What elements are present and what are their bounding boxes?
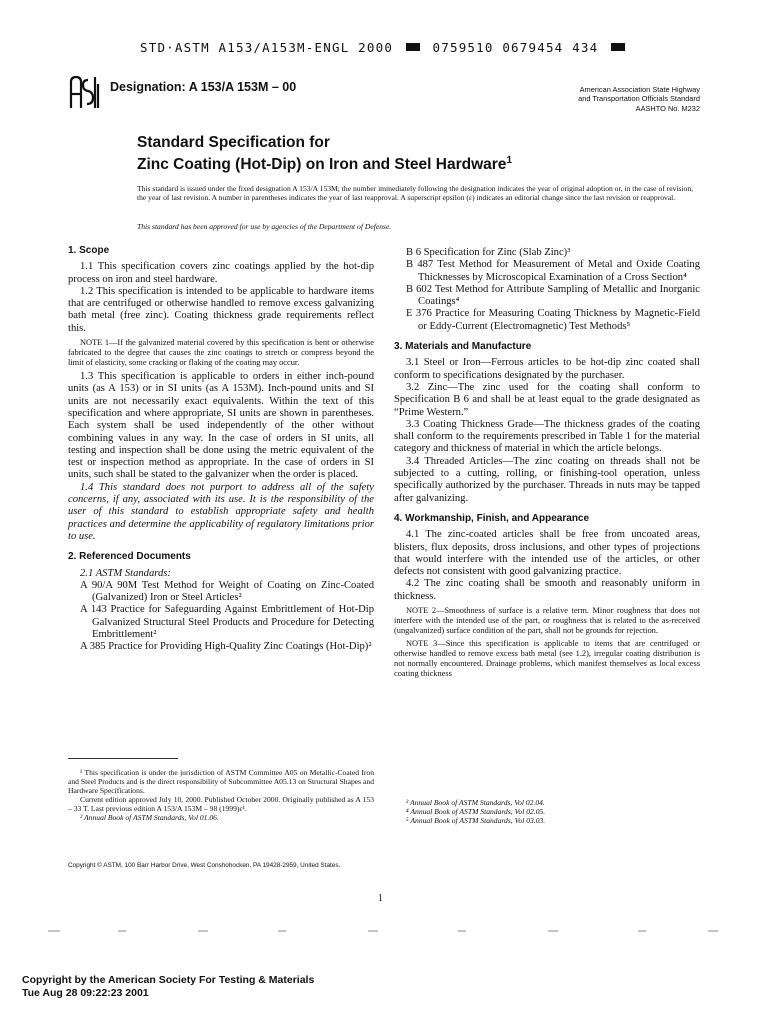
footnote: ¹ This specification is under the jurisdiction of ASTM Committee A05 on Metallic-Coated Iron and Steel Products and is the direct responsibility of Subcommittee A05.13 on Structural Shapes and Hardware Specifications. [68, 768, 374, 795]
paragraph: 2.1 ASTM Standards: [80, 567, 171, 579]
section-heading: 1. Scope [68, 245, 110, 256]
note: NOTE 2—Smoothness of surface is a relative term. Minor roughness that does not interfere with the intended use of the part, or roughness that is related to the as-received (ungalvanized) surface condition of the part, shall not be grounds for rejection. [394, 606, 700, 636]
reference-item: B 487 Test Method for Measurement of Metal and Oxide Coating Thicknesses by Microscopical Examination of a Cross Section⁴ [406, 259, 700, 283]
title-main: Zinc Coating (Hot-Dip) on Iron and Steel Hardware [137, 156, 507, 174]
footnote: ⁴ Annual Book of ASTM Standards, Vol 02.05. [406, 807, 546, 816]
footnote: Current edition approved July 10, 2000. Published October 2000. Originally published as A 153 – 33 T. Last previous edition A 153/A 153M – 98 (1999)ε¹. [68, 795, 374, 813]
stamp-line: Tue Aug 28 09:22:23 2001 [22, 986, 149, 999]
paragraph: 4.1 The zinc-coated articles shall be free from uncoated areas, blisters, flux deposits, dross inclusions, and other types of projections that would interfere with the intended use of the articles, or other defects not consistent with good galvanizing practice. [394, 529, 700, 578]
note: NOTE 1—If the galvanized material covered by this specification is bent or otherwise fabricated to the degree that causes the zinc coatings to stretch or compress beyond the limit of elasticity, some cracking or flaking of the coating may occur. [68, 338, 374, 368]
left-column [68, 245, 374, 654]
reference-item: A 90/A 90M Test Method for Weight of Coating on Zinc-Coated (Galvanized) Iron or Steel Articles² [80, 579, 374, 604]
paragraph: 1.4 This standard does not purport to address all of the safety concerns, if any, associated with its use. It is the responsibility of the user of this standard to establish appropriate safety and health practices and determine the applicability of regulatory limitations prior to use. [68, 481, 374, 542]
redaction-block [611, 43, 625, 51]
astm-logo-icon [68, 74, 102, 110]
doc-number: 0759510 0679454 434 [432, 40, 599, 55]
scan-artifact-dashes [48, 930, 728, 932]
paragraph: 1.3 This specification is applicable to orders in either inch-pound units (as A 153) or in SI units (as A 153M). Inch-pound units and SI units are not necessarily exact equivalents. Within the text of this specification and where appropriate, SI units are shown in parentheses. Each system shall be used independently of the other without combining values in any way. In the case of orders in SI units, all testing and inspection shall be done using the metric equivalent of the test or inspection method as appropriate. In the case of orders in SI units, such shall be stated to the galvanizer when the order is placed. [68, 371, 374, 481]
title-footnote-mark: 1 [506, 155, 512, 166]
section-heading: 4. Workmanship, Finish, and Appearance [394, 512, 590, 524]
download-stamp [22, 974, 314, 999]
right-column [394, 247, 700, 682]
aashto-note [500, 85, 700, 113]
paragraph: 3.1 Steel or Iron—Ferrous articles to be hot-dip zinc coated shall conform to specifications designated by the purchaser. [394, 357, 700, 381]
aashto-line: American Association State Highway [579, 85, 700, 94]
reference-item: A 143 Practice for Safeguarding Against Embrittlement of Hot-Dip Galvanized Structural Steel Products and Procedure for Detecting Embrittlement² [80, 604, 374, 641]
paragraph: 1.2 This specification is intended to be applicable to hardware items that are centrifuged or otherwise handled to remove excess galvanizing bath metal (free zinc). Coating thickness grade requirements reflect this. [68, 285, 374, 334]
copyright-line: Copyright © ASTM, 100 Barr Harbor Drive, West Conshohocken, PA 19428-2959, United States. [68, 862, 341, 869]
standard-code: STD·ASTM A153/A153M-ENGL 2000 [140, 40, 394, 55]
document-title [137, 134, 512, 174]
reference-item: E 376 Practice for Measuring Coating Thickness by Magnetic-Field or Eddy-Current (Electromagnetic) Test Methods⁵ [406, 308, 700, 332]
reference-item: B 6 Specification for Zinc (Slab Zinc)³ [406, 247, 571, 258]
redaction-block [406, 43, 420, 51]
reference-item: B 602 Test Method for Attribute Sampling of Metallic and Inorganic Coatings⁴ [406, 283, 700, 308]
footnote: ² Annual Book of ASTM Standards, Vol 01.06. [80, 813, 219, 822]
aashto-line: AASHTO No. M232 [635, 103, 700, 113]
stamp-line: Copyright by the American Society For Testing & Materials [22, 974, 315, 986]
footnote-divider [68, 758, 178, 759]
aashto-line: and Transportation Officials Standard [578, 94, 700, 104]
footnote: ⁵ Annual Book of ASTM Standards, Vol 03.03. [406, 816, 546, 825]
section-heading: 2. Referenced Documents [68, 551, 191, 563]
footnotes-right [394, 798, 700, 825]
approval-note: This standard has been approved for use by agencies of the Department of Defense. [137, 222, 392, 231]
title-line: Standard Specification for [137, 134, 330, 151]
reference-item: A 385 Practice for Providing High-Quality Zinc Coatings (Hot-Dip)² [80, 641, 372, 653]
note: NOTE 3—Since this specification is applicable to items that are centrifuged or otherwise handled to remove excess bath metal (see 1.2), irregular coating distribution is not normally encountered. Drainage problems, which manifest themselves as local excess coating thickness [394, 639, 700, 679]
footnote: ³ Annual Book of ASTM Standards, Vol 02.04. [406, 798, 545, 807]
title-line [137, 152, 512, 174]
section-heading: 3. Materials and Manufacture [394, 341, 532, 353]
designation: Designation: A 153/A 153M – 00 [110, 80, 297, 94]
footnotes-left [68, 768, 374, 822]
paragraph: 3.4 Threaded Articles—The zinc coating on threads shall not be subjected to a cutting, rolling, or finishing-tool operation, unless specifically authorized by the purchaser. Threads in nuts may be tapped after galvanizing. [394, 455, 700, 504]
paragraph: 3.2 Zinc—The zinc used for the coating shall conform to Specification B 6 and shall be at least equal to the grade designated as “Prime Western.” [394, 381, 700, 418]
paragraph: 3.3 Coating Thickness Grade—The thickness grades of the coating shall conform to the requirements prescribed in Table 1 for the material category and thickness of material in which the article belongs. [394, 418, 700, 455]
paragraph: 1.1 This specification covers zinc coatings applied by the hot-dip process on iron and steel hardware. [68, 261, 374, 285]
paragraph: 4.2 The zinc coating shall be smooth and reasonably uniform in thickness. [394, 578, 700, 602]
standard-code-line [140, 40, 640, 55]
issuance-note: This standard is issued under the fixed designation A 153/A 153M; the number immediately following the designation indicates the year of original adoption or, in the case of revision, the year of last revision. A number in parentheses indicates the year of last reapproval. A superscript epsilon (ε) indicates an editorial change since the last revision or reapproval. [137, 184, 694, 203]
page-number: 1 [378, 893, 383, 904]
